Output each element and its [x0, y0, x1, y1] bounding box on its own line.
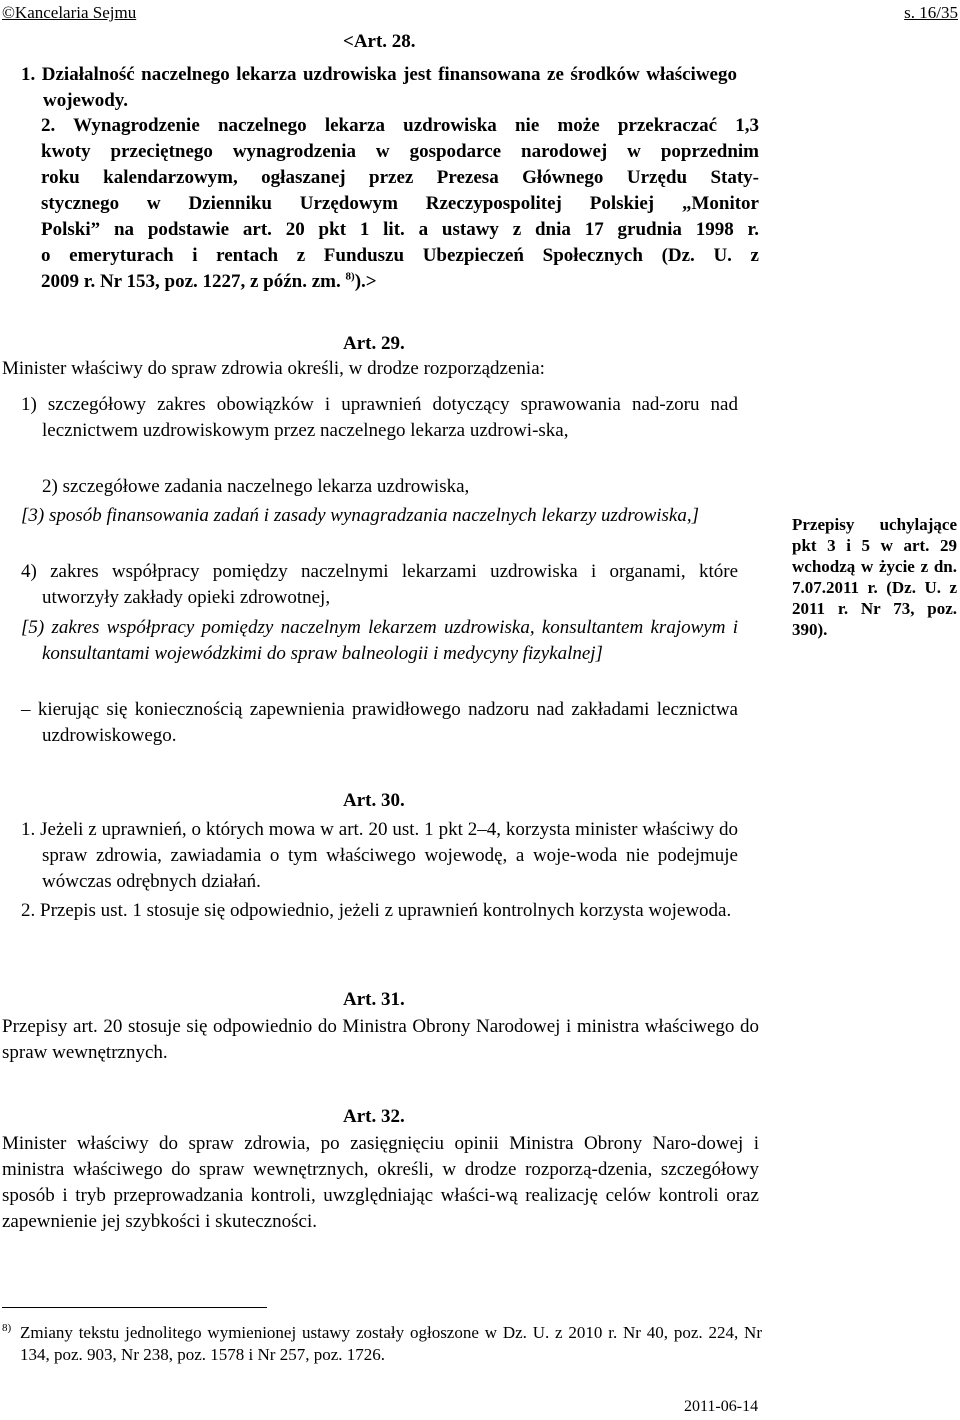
- art30-para-2: 2. Przepis ust. 1 stosuje się odpowiednio, jeżeli z uprawnień kontrolnych korzysta wojewoda.: [21, 900, 732, 921]
- art30-title: Art. 30.: [343, 790, 405, 811]
- art28-para-2-text: 2009 r. Nr 153, poz. 1227, z późn. zm.: [41, 271, 341, 292]
- footnote-ref-8[interactable]: 8): [345, 270, 355, 283]
- art28-title: <Art. 28.: [343, 31, 416, 52]
- art32-title: Art. 32.: [343, 1106, 405, 1127]
- art29-item-5: [5) zakres współpracy pomiędzy naczelnym lekarzem uzdrowiska, konsultantem krajowym i konsultantami wojewódzkimi do spraw balneologii i medycyny fizykalnej]: [21, 617, 738, 664]
- footer-date: 2011-06-14: [684, 1398, 759, 1415]
- footnote-text: Zmiany tekstu jednolitego wymienionej ustawy zostały ogłoszone w Dz. U. z 2010 r. Nr 40, poz. 224, Nr 134, poz. 903, Nr 238, poz. 1578 i Nr 257, poz. 1726.: [20, 1323, 762, 1364]
- art28-para-2-last-line: [41, 269, 759, 295]
- side-note-repeal: Przepisy uchylające pkt 3 i 5 w art. 29 wchodzą w życie z dn. 7.07.2011 r. (Dz. U. z 2011 r. Nr 73, poz. 390).: [792, 515, 957, 639]
- footnote-separator: [2, 1307, 267, 1308]
- art30-para-1: 1. Jeżeli z uprawnień, o których mowa w art. 20 ust. 1 pkt 2–4, korzysta minister właściwy do spraw zdrowia, zawiadamia o tym właściwego wojewodę, a woje-woda nie podejmuje wówczas odrębnych działań.: [21, 819, 738, 892]
- art29-item-4: 4) zakres współpracy pomiędzy naczelnymi lekarzami uzdrowiska i organami, które utworzyły zakłady opieki zdrowotnej,: [21, 561, 738, 608]
- art32-text: Minister właściwy do spraw zdrowia, po zasięgnięciu opinii Ministra Obrony Naro-dowej i ministra właściwego do spraw wewnętrznych, określi, w drodze rozporzą-dzenia, szczegółowy sposób i tryb przeprowadzania kontroli, uwzględniając właści-wą realizację celów kontroli oraz zapewnienie jej szybkości i skuteczności.: [2, 1133, 759, 1232]
- art29-intro: Minister właściwy do spraw zdrowia określi, w drodze rozporządzenia:: [2, 358, 545, 379]
- art28-para-2-line: stycznego w Dzienniku Urzędowym Rzeczypospolitej Polskiej „Monitor: [41, 193, 759, 214]
- art29-item-1: 1) szczegółowy zakres obowiązków i uprawnień dotyczący sprawowania nad-zoru nad lecznictwem uzdrowiskowym przez naczelnego lekarza uzdrowi-ska,: [21, 394, 738, 441]
- art31-text: Przepisy art. 20 stosuje się odpowiednio do Ministra Obrony Narodowej i ministra właściwego do spraw wewnętrznych.: [2, 1016, 759, 1063]
- art29-item-3: [3) sposób finansowania zadań i zasady wynagradzania naczelnych lekarzy uzdrowiska,]: [21, 505, 700, 526]
- footnote: 8) Zmiany tekstu jednolitego wymienionej ustawy zostały ogłoszone w Dz. U. z 2010 r. Nr 40, poz. 224, Nr 134, poz. 903, Nr 238, poz. 1578 i Nr 257, poz. 1726.: [2, 1322, 762, 1364]
- art28-para-2-line: Polski” na podstawie art. 20 pkt 1 lit. a ustawy z dnia 17 grudnia 1998 r.: [41, 219, 759, 240]
- art28-para-2: [41, 113, 759, 295]
- art28-para-2-end: ).>: [354, 271, 377, 292]
- art29-closing: – kierując się koniecznością zapewnienia prawidłowego nadzoru nad zakładami lecznictwa uzdrowiskowego.: [21, 699, 738, 746]
- art28-para-2-line: roku kalendarzowym, ogłaszanej przez Prezesa Głównego Urzędu Staty-: [41, 167, 759, 188]
- art28-para-2-line: o emeryturach i rentach z Funduszu Ubezpieczeń Społecznych (Dz. U. z: [41, 245, 759, 266]
- art31-title: Art. 31.: [343, 989, 405, 1010]
- art28-para-2-line: kwoty przeciętnego wynagrodzenia w gospodarce narodowej w poprzednim: [41, 141, 759, 162]
- header-source: ©Kancelaria Sejmu: [2, 3, 137, 22]
- art28-para-2-line: 2. Wynagrodzenie naczelnego lekarza uzdrowiska nie może przekraczać 1,3: [41, 115, 759, 136]
- art29-item-2: 2) szczegółowe zadania naczelnego lekarza uzdrowiska,: [42, 476, 470, 497]
- header-page-number: s. 16/35: [904, 3, 958, 22]
- art28-para-1: 1. Działalność naczelnego lekarza uzdrowiska jest finansowana ze środków właściwego wojewody.: [21, 64, 737, 111]
- art29-title: Art. 29.: [343, 333, 405, 354]
